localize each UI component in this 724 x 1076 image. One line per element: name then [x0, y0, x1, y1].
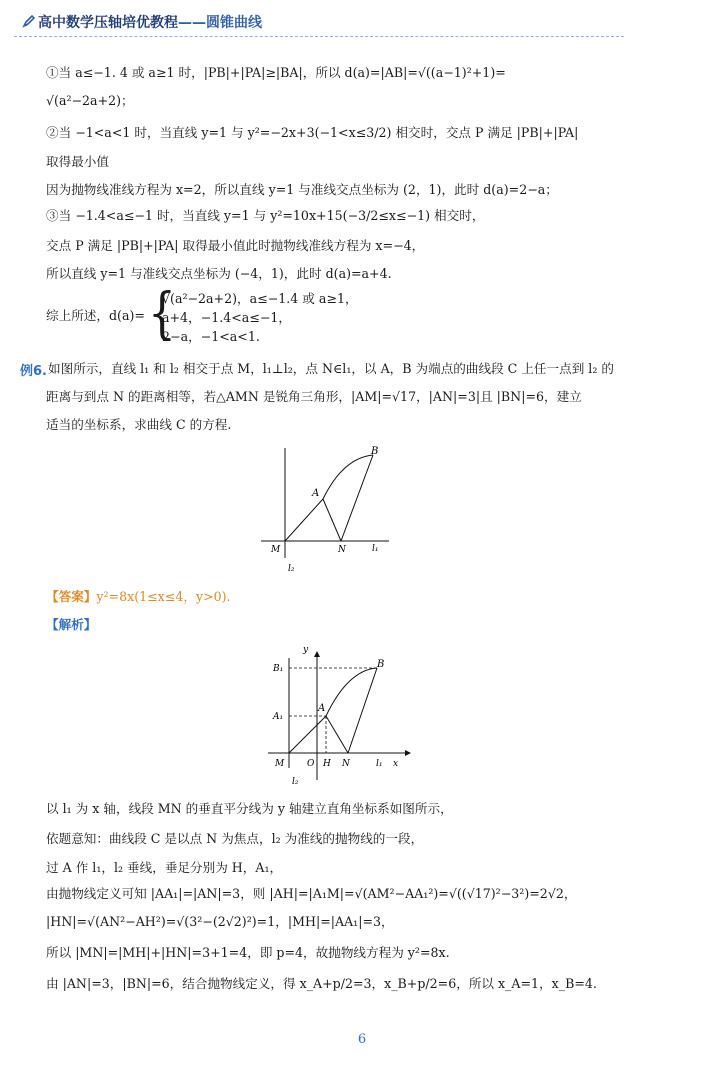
fig1-curve-C	[323, 455, 373, 499]
fig1-label-M: M	[271, 545, 281, 555]
fig1-label-l2: l₂	[288, 564, 295, 574]
text-line-4: 取得最小值	[46, 154, 109, 169]
text-line-8: 所以直线 y=1 与准线交点坐标为 (−4，1)，此时 d(a)=a+4.	[46, 266, 392, 281]
fig2-label-A1: A₁	[273, 712, 284, 722]
solution-line-5: |HN|=√(AN²−AH²)=√(3²−(2√2)²)=1，|MH|=|AA₁|=3，	[46, 914, 394, 929]
fig2-label-H: H	[323, 759, 331, 769]
text-line-3: ②当 −1<a<1 时，当直线 y=1 与 y²=−2x+3(−1<x≤3/2) 相交时，交点 P 满足 |PB|+|PA|	[46, 125, 579, 140]
fig2-label-l1: l₁	[376, 759, 383, 769]
brace-symbol: {	[148, 282, 176, 346]
text-line-2: √(a²−2a+2)；	[46, 93, 134, 108]
solution-line-3: 过 A 作 l₁，l₂ 垂线，垂足分别为 H，A₁，	[46, 860, 283, 875]
fig2-label-B: B	[377, 659, 385, 670]
header-title	[38, 12, 262, 32]
example-line-2: 距离与到点 N 的距离相等，若△AMN 是锐角三角形，|AM|=√17，|AN|=3|且 |BN|=6，建立	[46, 389, 582, 404]
figure-1	[255, 440, 405, 580]
analysis-tag: 【解析】	[46, 617, 97, 632]
fig2-label-M: M	[275, 759, 285, 769]
example-line-1: 如图所示，直线 l₁ 和 l₂ 相交于点 M，l₁⊥l₂，点 N∈l₁，以 A，B 为端点的曲线段 C 上任一点到 l₂ 的	[48, 361, 614, 376]
fig2-segment-NB	[348, 668, 377, 753]
fig1-label-N: N	[338, 545, 346, 555]
solution-line-1: 以 l₁ 为 x 轴，线段 MN 的垂直平分线为 y 轴建立直角坐标系如图所示，	[46, 801, 453, 816]
example-line-3: 适当的坐标系，求曲线 C 的方程.	[46, 417, 232, 432]
solution-line-7: 由 |AN|=3，|BN|=6，结合抛物线定义，得 x_A+p/2=3，x_B+p/2=6，所以 x_A=1，x_B=4.	[46, 976, 597, 991]
summary-case-2: a+4，−1.4<a≤−1，	[162, 310, 292, 325]
page-number: 6	[357, 1032, 367, 1047]
example-label: 例6.	[20, 364, 47, 379]
fig2-label-y: y	[303, 645, 309, 655]
fig2-label-A: A	[318, 703, 326, 714]
page-header	[14, 6, 624, 37]
answer-line	[46, 588, 231, 606]
fig1-label-l1: l₁	[372, 544, 379, 554]
header-title-main: 高中数学压轴培优教程	[38, 15, 178, 31]
answer-tag: 【答案】	[46, 589, 97, 604]
text-line-1: ①当 a≤−1. 4 或 a≥1 时，|PB|+|PA|≥|BA|，所以 d(a)=|AB|=√((a−1)²+1)=	[46, 65, 506, 80]
text-line-7: 交点 P 满足 |PB|+|PA| 取得最小值此时抛物线准线方程为 x=−4，	[46, 238, 425, 253]
analysis-line	[46, 616, 96, 634]
text-line-5: 因为抛物线准线方程为 x=2，所以直线 y=1 与准线交点坐标为 (2，1)，此时 d(a)=2−a；	[46, 182, 558, 197]
fig1-segment-AN	[323, 499, 341, 541]
solution-line-4: 由抛物线定义可知 |AA₁|=|AN|=3，则 |AH|=|A₁M|=√(AM²−AA₁²)=√((√17)²−3²)=2√2，	[46, 886, 577, 901]
text-line-6: ③当 −1.4<a≤−1 时，当直线 y=1 与 y²=10x+15(−3/2≤x≤−1) 相交时，	[46, 208, 485, 223]
summary-prefix: 综上所述，d(a)=	[46, 308, 145, 323]
summary-case-1: √(a²−2a+2)，a≤−1.4 或 a≥1，	[162, 291, 358, 306]
summary-case-3: 2−a，−1<a<1.	[162, 329, 260, 344]
fig2-segment-MA	[289, 716, 326, 753]
pen-icon	[22, 14, 36, 28]
fig2-label-B1: B₁	[273, 664, 284, 674]
fig2-label-O: O	[307, 759, 315, 769]
fig1-segment-MA	[285, 499, 323, 541]
fig2-label-x: x	[393, 759, 399, 769]
solution-line-2: 依题意知：曲线段 C 是以点 N 为焦点，l₂ 为准线的抛物线的一段，	[46, 831, 424, 846]
answer-value: y²=8x(1≤x≤4，y>0).	[96, 589, 231, 604]
solution-line-6: 所以 |MN|=|MH|+|HN|=3+1=4，即 p=4，故抛物线方程为 y²=8x.	[46, 945, 450, 960]
fig2-segment-AN	[326, 716, 348, 753]
fig2-label-N: N	[342, 759, 350, 769]
fig1-label-A: A	[312, 488, 320, 499]
fig2-label-l2: l₂	[292, 777, 299, 787]
figure-2	[262, 640, 412, 790]
header-title-sub: 圆锥曲线	[206, 15, 262, 31]
fig1-label-B: B	[371, 446, 379, 457]
fig2-curve-C	[326, 668, 377, 716]
header-dash: ——	[178, 15, 206, 31]
